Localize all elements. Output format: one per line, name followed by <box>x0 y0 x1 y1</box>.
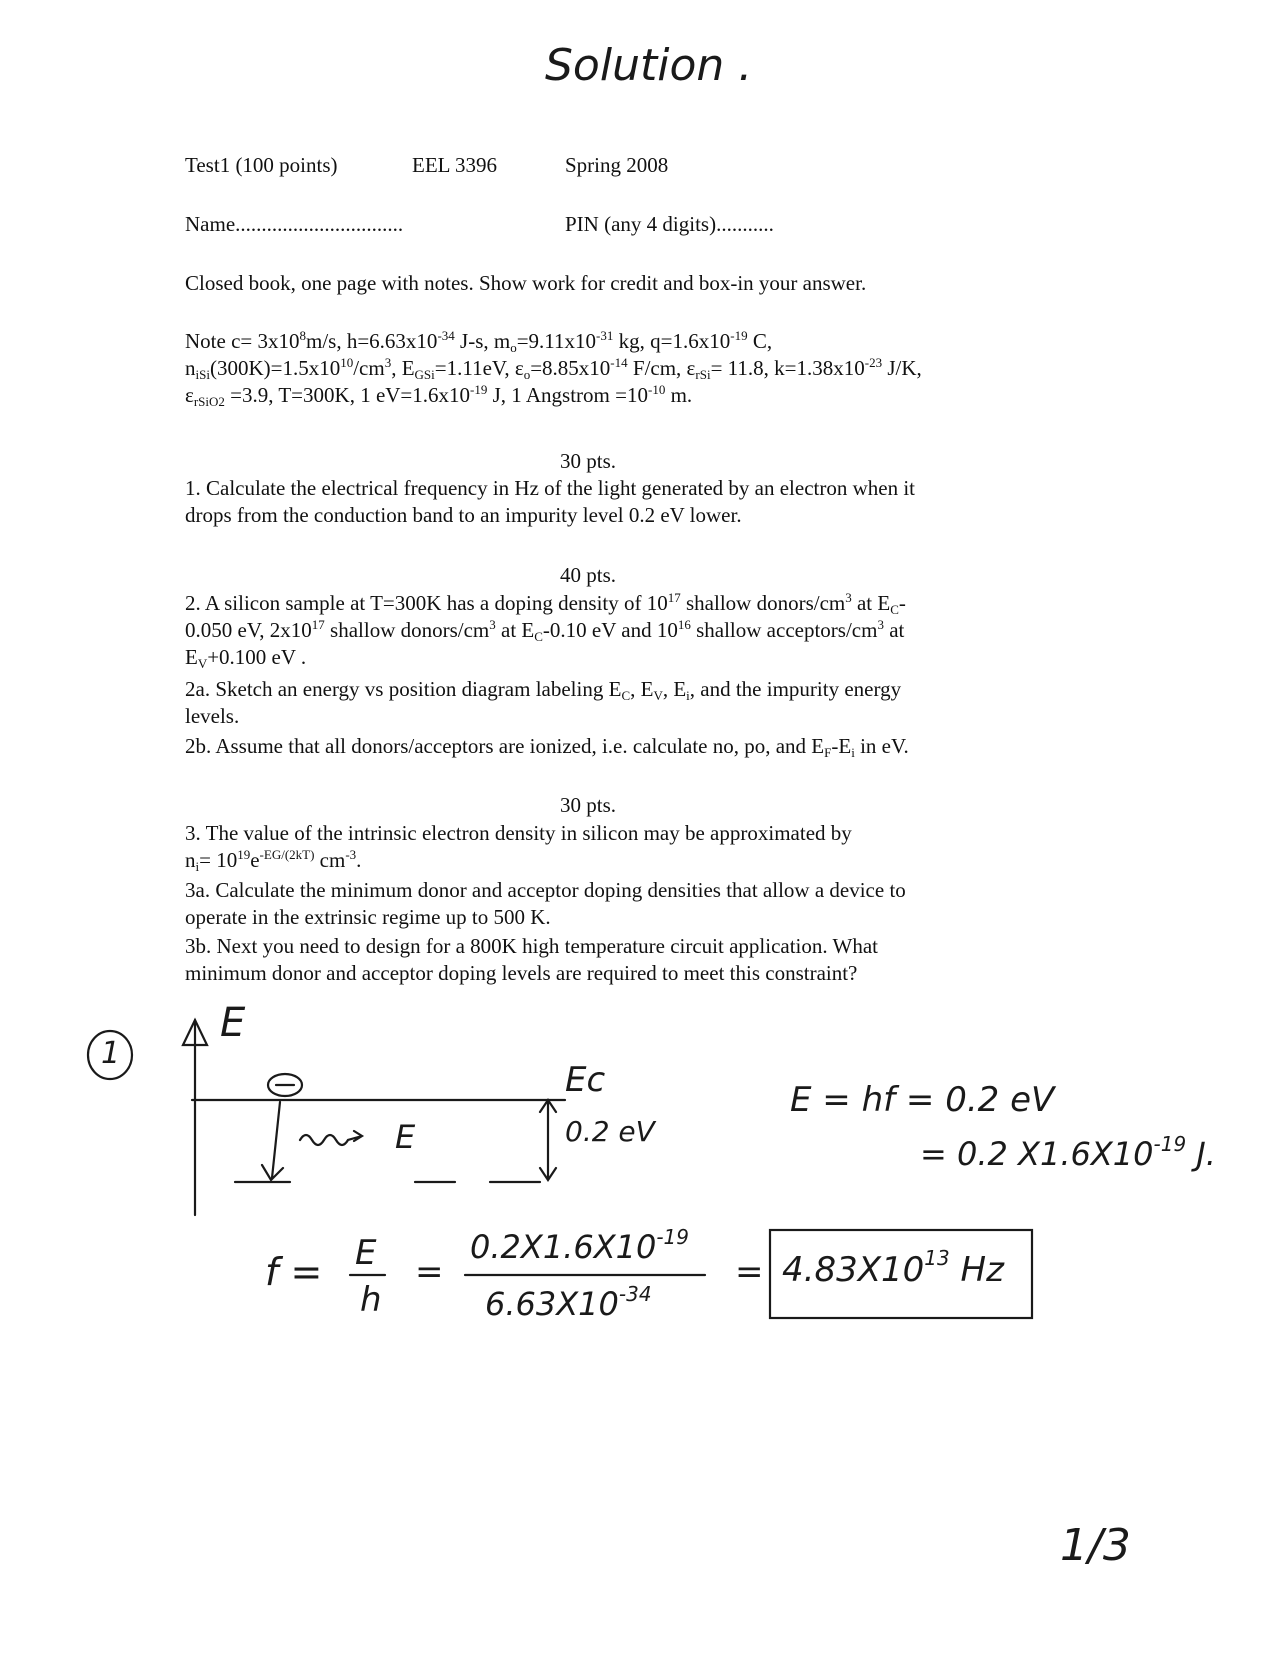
energy-joules: = 0.2 $X1.6X10^{-19}$ J. <box>920 1132 1216 1173</box>
course-code: EEL 3396 <box>412 153 497 177</box>
q2-text-1: 2. A silicon sample at T=300K has a doping density of $10^{17}$ shallow donors/$cm^3$ at $E_C-$ <box>185 590 906 617</box>
energy-axis-label: E <box>220 1000 246 1046</box>
q3-formula: $n_i= 10^{19}e^{-EG/(2kT)}$ $cm^{-3}$. <box>185 847 362 874</box>
final-answer: $4.83X10^{13}$ Hz <box>782 1246 1004 1290</box>
ec-label: Ec <box>565 1060 606 1100</box>
frequency-numerator-e: E <box>355 1233 377 1273</box>
gap-label: 0.2 eV <box>565 1115 655 1148</box>
q2-text-2: 0.050 eV, $2x10^{17}$ shallow donors/$cm^3$ at $E_C-0.10$ eV and $10^{16}$ shallow acceptors/$cm^3$ at <box>185 617 905 644</box>
emission-label: E <box>395 1118 416 1156</box>
q1-points: 30 pts. <box>560 449 617 473</box>
q2a-text-1: 2a. Sketch an energy vs position diagram labeling $E_C$, $E_V$, $E_i$, and the impurity energy <box>185 677 902 703</box>
q2-text-3: $E_V+0.100$ eV . <box>185 645 307 671</box>
constants-line-1: Note $c= 3x10^8m/s$, $h=6.63x10^{-34}$ J-s, $m_o=9.11x10^{-31}$ kg, $q=1.6x10^{-19}$ C, <box>185 328 773 355</box>
gap-arrow <box>540 1100 556 1180</box>
term: Spring 2008 <box>565 153 669 177</box>
q3b-text-2: minimum donor and acceptor doping levels are required to meet this constraint? <box>185 961 858 985</box>
q3a-text-1: 3a. Calculate the minimum donor and acceptor doping densities that allow a device to <box>185 878 906 902</box>
q2b-text: 2b. Assume that all donors/acceptors are ionized, i.e. calculate no, po, and $E_F-E_i$ in eV. <box>185 734 909 760</box>
electron-drop-arrow <box>262 1102 283 1180</box>
photon-wave <box>300 1131 362 1145</box>
q3b-text-1: 3b. Next you need to design for a 800K high temperature circuit application. What <box>185 934 878 958</box>
q3-points: 30 pts. <box>560 793 617 817</box>
frequency-denominator-h: h <box>360 1280 382 1320</box>
q1-text-2: drops from the conduction band to an impurity level 0.2 eV lower. <box>185 503 742 527</box>
constants-line-2: $n_{iSi}(300K)=1.5x10^{10}/cm^3$, $E_{GSi}=1.11eV$, $\varepsilon_o=8.85x10^{-14}$ F/cm, $\varepsilon_{rSi}= 11.8$, $k=1.38x10^{-23}$ J/K, <box>185 355 922 382</box>
test-label: Test1 (100 points) <box>185 153 338 177</box>
q3a-text-2: operate in the extrinsic regime up to 500 K. <box>185 905 551 929</box>
frequency-numerator: $0.2X1.6X10^{-19}$ <box>470 1225 690 1266</box>
constants-line-3: $\varepsilon_{rSiO2} =3.9$, T=300K, 1 $eV=1.6x10^{-19}$ J, 1 Angstrom $=10^{-10}$ m. <box>185 382 693 409</box>
instructions: Closed book, one page with notes. Show work for credit and box-in your answer. <box>185 271 867 295</box>
q2a-text-2: levels. <box>185 704 240 728</box>
frequency-denominator: $6.63X10^{-34}$ <box>485 1282 652 1323</box>
page-number: 1/3 <box>1060 1520 1131 1571</box>
frequency-lhs: f = <box>265 1250 323 1294</box>
q1-text-1: 1. Calculate the electrical frequency in Hz of the light generated by an electron when it <box>185 476 916 500</box>
answer-equals: = <box>735 1252 764 1292</box>
problem-number: 1 <box>101 1036 121 1071</box>
frequency-equals: = <box>415 1252 444 1292</box>
energy-equation: E = hf = 0.2 eV <box>790 1080 1055 1120</box>
q3-text-1: 3. The value of the intrinsic electron density in silicon may be approximated by <box>185 821 852 845</box>
name-field: Name................................ <box>185 212 404 236</box>
q2-points: 40 pts. <box>560 563 617 587</box>
solution-title: Solution . <box>545 40 753 91</box>
pin-field: PIN (any 4 digits)........... <box>565 212 774 236</box>
